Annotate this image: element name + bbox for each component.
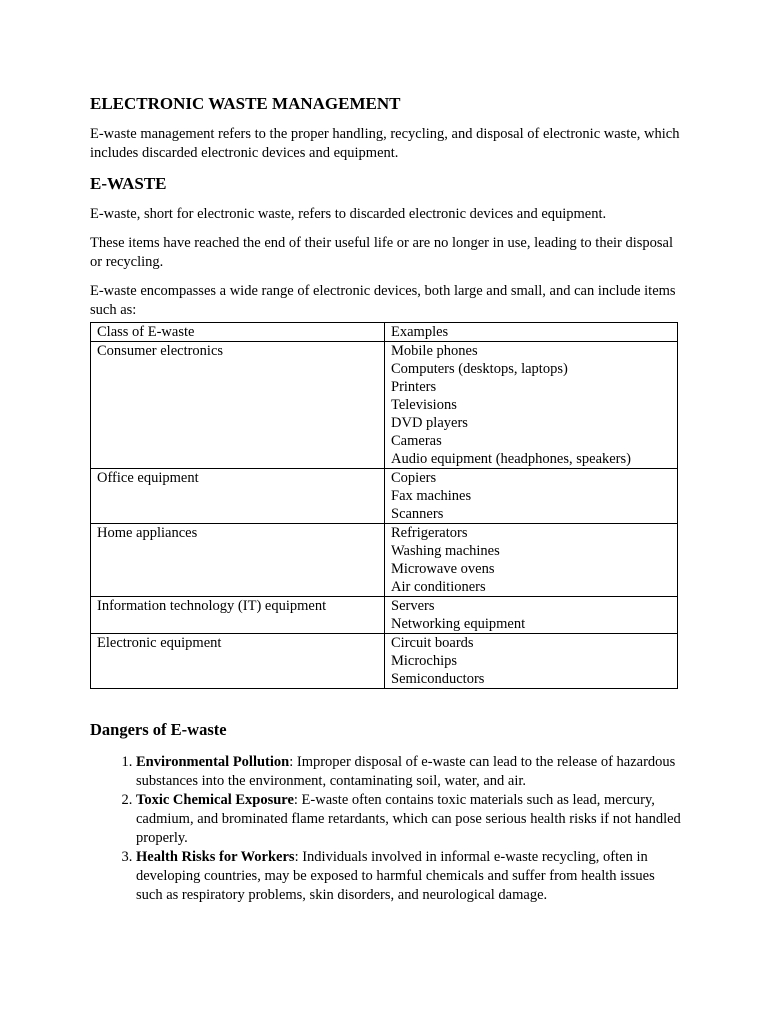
example-item: Washing machines [391, 543, 500, 559]
example-item: Microchips [391, 653, 458, 669]
ewaste-class-cell: Home appliances [91, 524, 385, 597]
example-item: Audio equipment (headphones, speakers) [391, 451, 631, 467]
danger-term: Environmental Pollution [136, 754, 290, 770]
danger-term: Health Risks for Workers [136, 849, 295, 865]
table-row [91, 597, 678, 634]
ewaste-class-cell: Electronic equipment [91, 634, 385, 689]
column-header: Examples [385, 323, 678, 342]
table-body [91, 342, 678, 689]
table-row [91, 524, 678, 597]
example-item: Microwave ovens [391, 561, 495, 577]
example-item: Refrigerators [391, 525, 468, 541]
ewaste-table [90, 322, 678, 689]
example-item: Fax machines [391, 488, 472, 504]
example-item: Copiers [391, 470, 437, 486]
page-title: ELECTRONIC WASTE MANAGEMENT [90, 94, 401, 113]
examples-cell [385, 342, 678, 469]
example-item: Printers [391, 379, 437, 395]
example-item: Scanners [391, 506, 444, 522]
table-row [91, 469, 678, 524]
example-item: Mobile phones [391, 343, 478, 359]
example-item: Air conditioners [391, 579, 486, 595]
danger-description: : Improper disposal of e-waste can lead to the release of hazardous substances into the environment, contaminating soil, water, and air. [136, 754, 676, 789]
section-heading: E-WASTE [90, 174, 167, 193]
intro-paragraph: E-waste management refers to the proper handling, recycling, and disposal of electronic waste, which includes discarded electronic devices and equipment. [90, 126, 680, 161]
danger-description: : Individuals involved in informal e-waste recycling, often in developing countries, may be exposed to harmful chemicals and suffer from health issues such as respiratory problems, skin disorders, and neurological damage. [136, 849, 655, 903]
dangers-heading: Dangers of E-waste [90, 720, 227, 739]
example-item: DVD players [391, 415, 468, 431]
column-header: Class of E-waste [91, 323, 385, 342]
examples-cell [385, 469, 678, 524]
ewaste-class-cell: Consumer electronics [91, 342, 385, 469]
table-row [91, 342, 678, 469]
example-item: Computers (desktops, laptops) [391, 361, 568, 377]
example-item: Cameras [391, 433, 442, 449]
body-paragraph: These items have reached the end of their useful life or are no longer in use, leading to their disposal or recycling. [90, 235, 674, 270]
example-item: Televisions [391, 397, 457, 413]
danger-item [136, 848, 682, 905]
examples-cell [385, 597, 678, 634]
examples-cell [385, 634, 678, 689]
example-item: Servers [391, 598, 435, 614]
table-header-row [91, 323, 678, 342]
document-page [90, 93, 682, 905]
body-paragraph: E-waste encompasses a wide range of electronic devices, both large and small, and can include items such as: [90, 283, 676, 318]
danger-item [136, 753, 682, 791]
example-item: Semiconductors [391, 671, 485, 687]
body-paragraph: E-waste, short for electronic waste, refers to discarded electronic devices and equipment. [90, 206, 607, 222]
dangers-list [90, 753, 682, 905]
ewaste-class-cell: Information technology (IT) equipment [91, 597, 385, 634]
example-item: Circuit boards [391, 635, 474, 651]
example-item: Networking equipment [391, 616, 526, 632]
danger-description: : E-waste often contains toxic materials such as lead, mercury, cadmium, and brominated flame retardants, which can pose serious health risks if not handled properly. [136, 792, 681, 846]
danger-item [136, 791, 682, 848]
ewaste-class-cell: Office equipment [91, 469, 385, 524]
danger-term: Toxic Chemical Exposure [136, 792, 294, 808]
table-row [91, 634, 678, 689]
examples-cell [385, 524, 678, 597]
